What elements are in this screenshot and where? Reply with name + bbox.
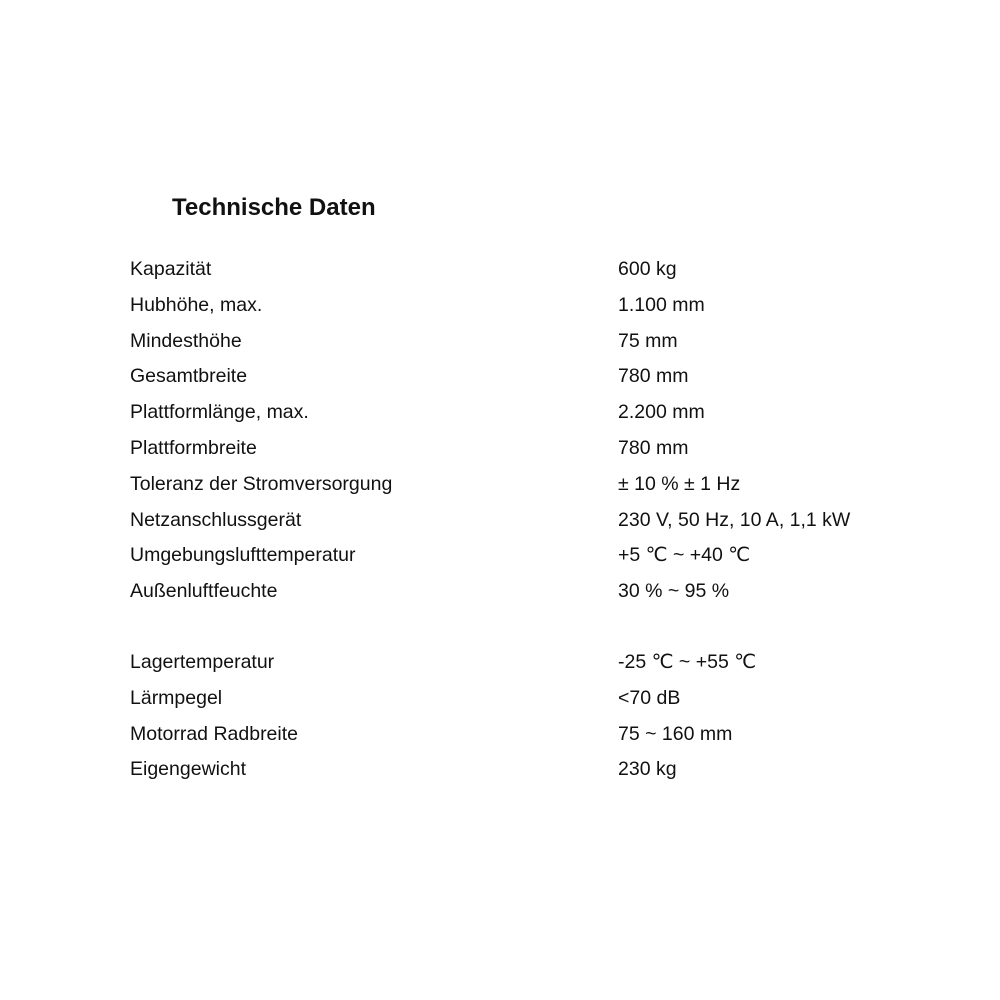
spec-value: 30 % ~ 95 %: [618, 580, 730, 603]
page-title: Technische Daten: [172, 194, 376, 221]
spec-value: -25 ℃ ~ +55 ℃: [618, 651, 757, 673]
spec-label: Umgebungslufttemperatur: [130, 544, 356, 567]
spec-value: 230 kg: [618, 758, 677, 781]
spec-value: +5 ℃ ~ +40 ℃: [618, 544, 751, 567]
spec-label: Hubhöhe, max.: [130, 293, 263, 316]
spec-label: Lärmpegel: [130, 686, 223, 709]
spec-label: Plattformbreite: [130, 436, 257, 459]
spec-value: ± 10 % ± 1 Hz: [618, 472, 741, 495]
spec-row: [130, 398, 930, 434]
spec-label: Toleranz der Stromversorgung: [130, 472, 393, 495]
spec-row: [130, 648, 930, 684]
spec-value: 2.200 mm: [618, 401, 705, 424]
spec-label: Eigengewicht: [130, 758, 246, 781]
spec-label: Kapazität: [130, 258, 212, 280]
spec-table-main: [130, 255, 930, 613]
spec-label: Plattformlänge, max.: [130, 401, 309, 424]
spec-label: Netzanschlussgerät: [130, 508, 302, 531]
spec-row: [130, 684, 930, 720]
spec-row: [130, 577, 930, 613]
spec-row: [130, 434, 930, 470]
spec-row: [130, 470, 930, 506]
spec-label: Gesamtbreite: [130, 365, 248, 388]
spec-label: Motorrad Radbreite: [130, 722, 298, 745]
spec-value: 780 mm: [618, 365, 689, 388]
spec-value: 1.100 mm: [618, 293, 705, 316]
spec-row: [130, 255, 930, 291]
spec-row: [130, 720, 930, 756]
spec-row: [130, 327, 930, 363]
spec-value: 75 mm: [618, 329, 678, 352]
spec-value: 75 ~ 160 mm: [618, 722, 733, 745]
spec-row: [130, 755, 930, 791]
spec-row: [130, 541, 930, 577]
spec-value: <70 dB: [618, 686, 681, 709]
spec-label: Lagertemperatur: [130, 651, 275, 673]
spec-row: [130, 506, 930, 542]
spec-value: 230 V, 50 Hz, 10 A, 1,1 kW: [618, 508, 851, 531]
spec-row: [130, 291, 930, 327]
spec-label: Mindesthöhe: [130, 329, 242, 352]
spec-value: 600 kg: [618, 258, 677, 280]
spec-value: 780 mm: [618, 436, 689, 459]
spec-row: [130, 362, 930, 398]
spec-table-secondary: [130, 648, 930, 791]
spec-label: Außenluftfeuchte: [130, 580, 278, 603]
